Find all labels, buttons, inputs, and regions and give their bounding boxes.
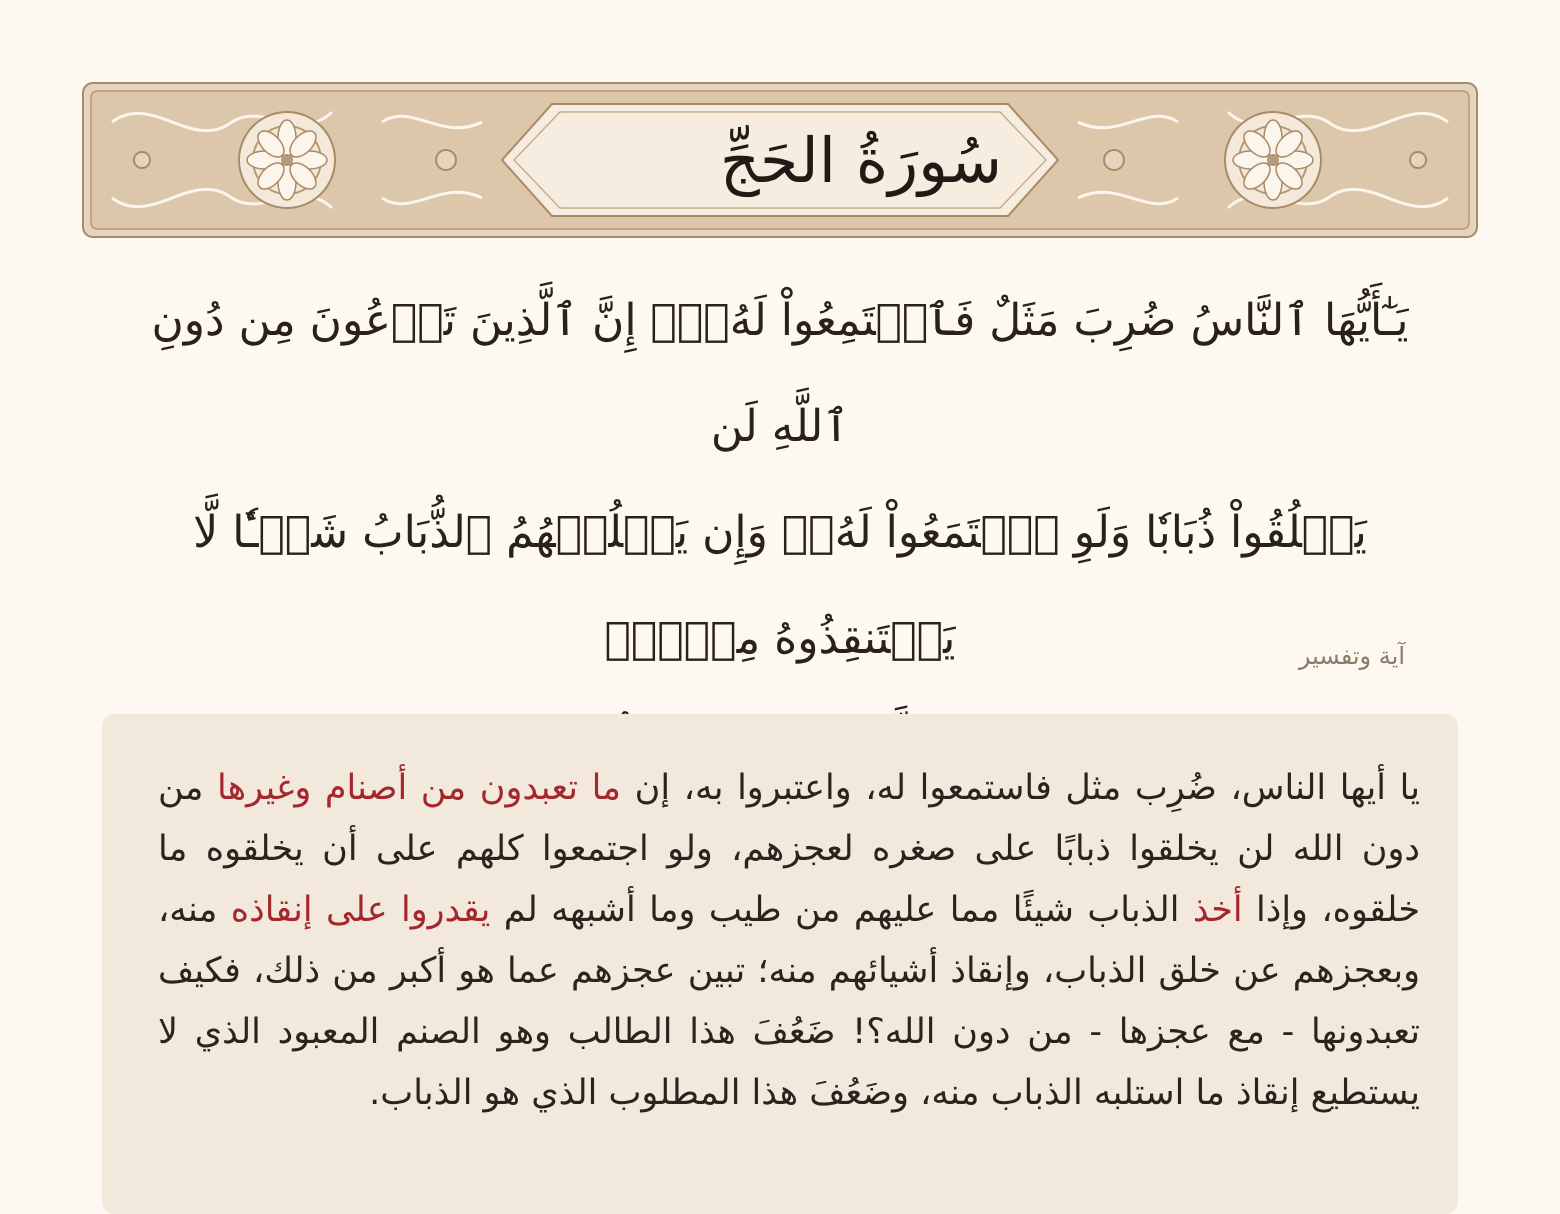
ayah-line: يَـٰٓأَيُّهَا ٱلنَّاسُ ضُرِبَ مَثَلٌ فَٱسۡتَمِعُواْ لَهُۥٓۚ إِنَّ ٱلَّذِينَ تَدۡعُونَ مِن دُونِ ٱللَّهِ لَن (151, 295, 1409, 452)
tafsir-text (158, 758, 1420, 1124)
tafsir-segment: منه، وبعجزهم عن خلق الذباب، وإنقاذ أشيائهم منه؛ تبين عجزهم عما هو أكبر من ذلك، فكيف تعبدونها - مع عجزها - من دون الله؟! ضَعُفَ هذا الطالب وهو الصنم المعبود الذي لا يستطيع إنقاذ ما استلبه الذباب منه، وضَعُفَ هذا المطلوب الذي هو الذباب. (158, 890, 1420, 1113)
tafsir-segment: من دون الله لن يخلقوا ذبابًا على صغره لعجزهم، ولو اجتمعوا كلهم على أن يخلقوه ما خلقوه، وإذا (158, 768, 1421, 930)
tafsir-segment: يا أيها الناس، ضُرِب مثل فاستمعوا له، واعتبروا به، إن (621, 768, 1420, 808)
section-label: آية وتفسير (1298, 642, 1405, 670)
tafsir-segment: الذباب شيئًا مما عليهم من طيب وما أشبهه لم (490, 890, 1193, 930)
ayah-line: يَخۡلُقُواْ ذُبَابٗا وَلَوِ ٱجۡتَمَعُواْ لَهُۥۖ وَإِن يَسۡلُبۡهُمُ ٱلذُّبَابُ شَيۡـٔٗا لَّا يَسۡتَنقِذُوهُ مِنۡهُۚ (193, 507, 1367, 664)
tafsir-highlight[interactable]: ما تعبدون من أصنام وغيرها (217, 768, 621, 808)
tafsir-highlight[interactable]: أخذ (1192, 890, 1243, 930)
surah-banner (82, 82, 1478, 238)
surah-title: سُورَةُ الحَجِّ (719, 123, 1003, 197)
tafsir-highlight[interactable]: يقدروا على إنقاذه (230, 890, 491, 930)
